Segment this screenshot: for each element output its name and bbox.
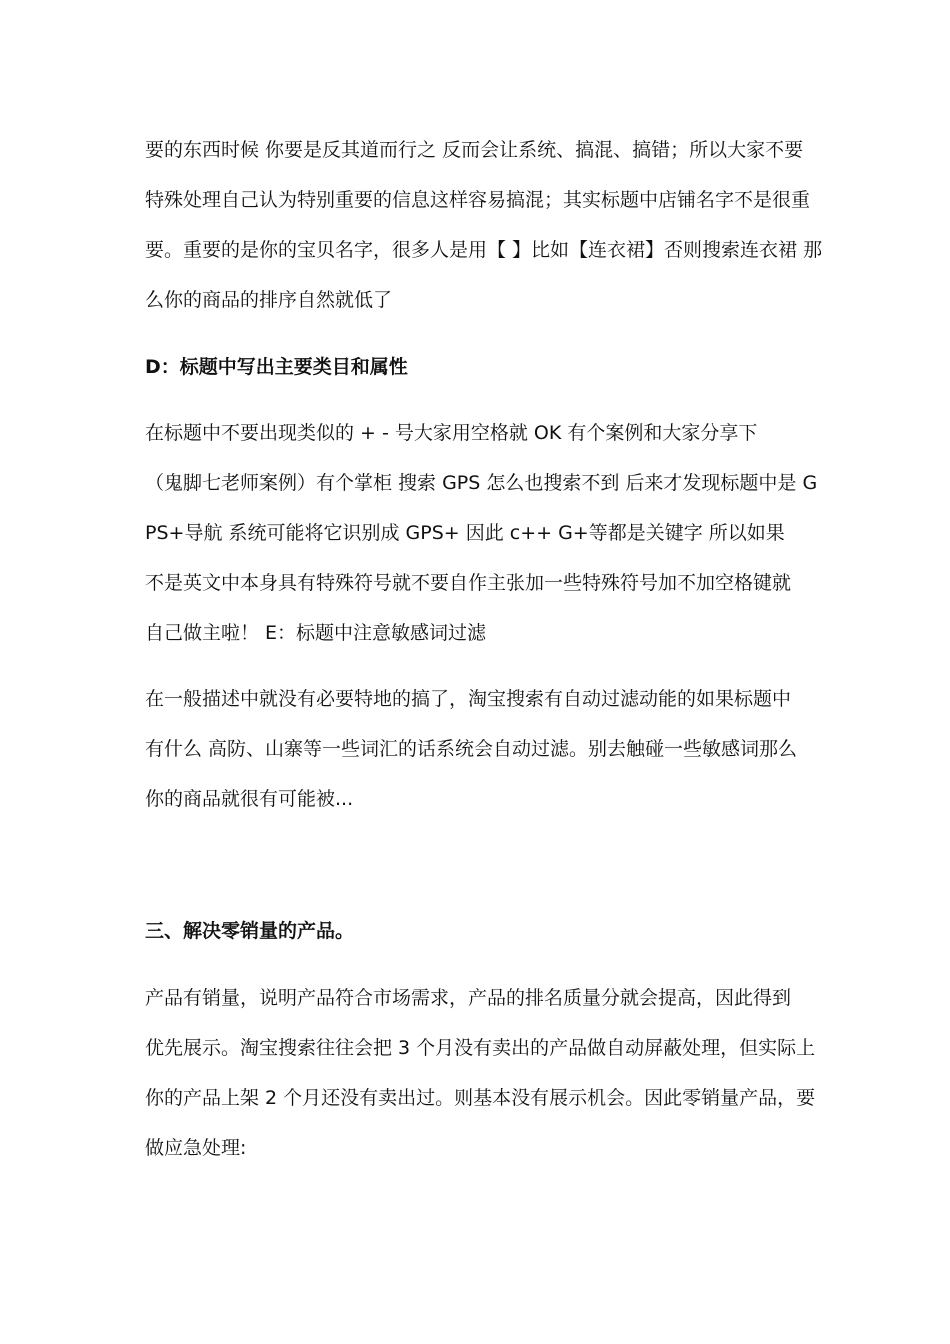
- paragraph-4-line-3: 你的产品上架 2 个月还没有卖出过。则基本没有展示机会。因此零销量产品，要: [145, 1087, 816, 1109]
- paragraph-2-line-1: 在标题中不要出现类似的 + - 号大家用空格就 OK 有个案例和大家分享下: [145, 422, 758, 444]
- paragraph-4-line-4: 做应急处理:: [145, 1137, 247, 1159]
- paragraph-2-line-5: 自己做主啦！ E：标题中注意敏感词过滤: [145, 622, 487, 644]
- paragraph-3-line-1: 在一般描述中就没有必要特地的搞了，淘宝搜索有自动过滤动能的如果标题中: [145, 688, 792, 710]
- heading-section-3: 三、解决零销量的产品。: [145, 920, 355, 942]
- paragraph-4-line-1: 产品有销量，说明产品符合市场需求，产品的排名质量分就会提高，因此得到: [145, 987, 792, 1009]
- paragraph-1-line-4: 么你的商品的排序自然就低了: [145, 289, 393, 311]
- paragraph-2-line-3: PS+导航 系统可能将它识别成 GPS+ 因此 c++ G+等都是关键字 所以如果: [145, 522, 785, 544]
- paragraph-4-line-2: 优先展示。淘宝搜索往往会把 3 个月没有卖出的产品做自动屏蔽处理，但实际上: [145, 1037, 816, 1059]
- heading-d: D：标题中写出主要类目和属性: [145, 356, 408, 378]
- paragraph-2-line-4: 不是英文中本身具有特殊符号就不要自作主张加一些特殊符号加不加空格键就: [145, 572, 792, 594]
- paragraph-1-line-1: 要的东西时候 你要是反其道而行之 反而会让系统、搞混、搞错；所以大家不要: [145, 139, 804, 161]
- paragraph-2-line-2: （鬼脚七老师案例）有个掌柜 搜索 GPS 怎么也搜索不到 后来才发现标题中是 G: [145, 472, 818, 494]
- paragraph-1-line-3: 要。重要的是你的宝贝名字，很多人是用【 】比如【连衣裙】否则搜索连衣裙 那: [145, 239, 823, 261]
- paragraph-3-line-3: 你的商品就很有可能被...: [145, 788, 354, 810]
- paragraph-1-line-2: 特殊处理自己认为特别重要的信息这样容易搞混；其实标题中店铺名字不是很重: [145, 189, 811, 211]
- paragraph-3-line-2: 有什么 高防、山寨等一些词汇的话系统会自动过滤。别去触碰一些敏感词那么: [145, 738, 798, 760]
